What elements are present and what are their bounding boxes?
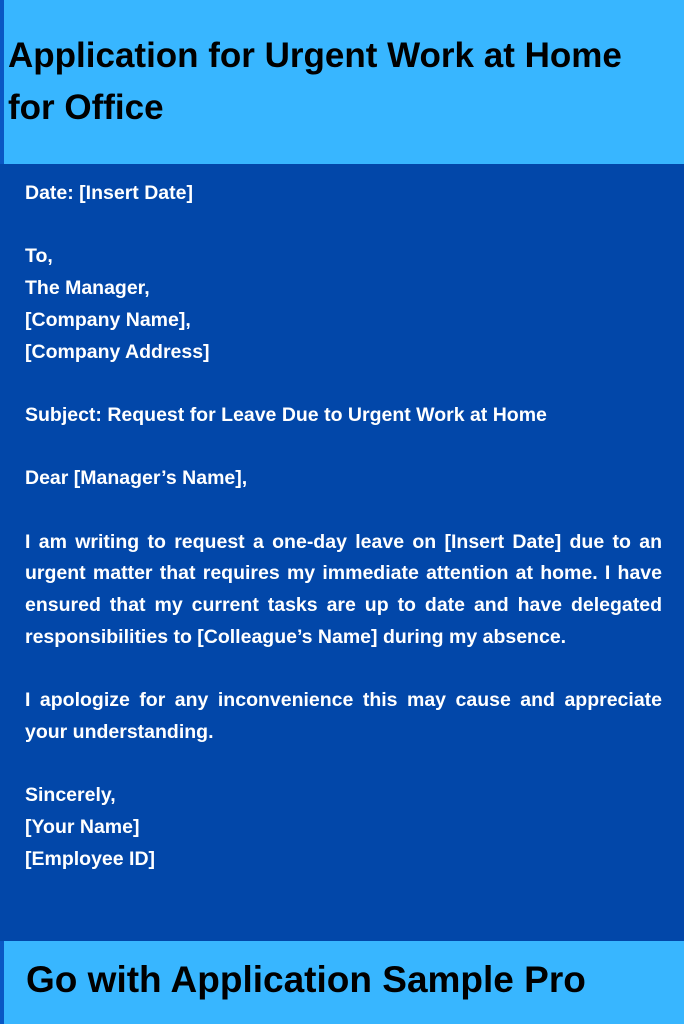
letter-sender-name: [Your Name] — [25, 815, 140, 838]
header-banner — [0, 0, 684, 164]
footer-brand-text: Go with Application Sample Pro — [26, 959, 586, 1000]
page-title: Application for Urgent Work at Home for Office — [8, 36, 622, 127]
letter-recipient: The Manager, — [25, 277, 150, 300]
spacer — [25, 210, 662, 242]
spacer — [25, 495, 662, 527]
letter-company-address: [Company Address] — [25, 340, 210, 363]
spacer — [25, 749, 662, 781]
letter-closing: Sincerely, — [25, 784, 116, 807]
spacer — [25, 653, 662, 685]
letter-to: To, — [25, 245, 53, 268]
letter-employee-id: [Employee ID] — [25, 847, 156, 870]
spacer — [25, 432, 662, 464]
letter-date: Date: [Insert Date] — [25, 182, 193, 204]
letter-company-name: [Company Name], — [25, 308, 191, 331]
spacer — [25, 368, 662, 400]
footer-banner — [0, 941, 684, 1024]
letter-salutation: Dear [Manager’s Name], — [25, 467, 248, 490]
letter-paragraph-1: I am writing to request a one-day leave on [Insert Date] due to an urgent matter that requires my immediate attention at home. I have ensured that my current tasks are up to date and have delegated responsibilities to [Colleague’s Name] during my absence. — [25, 530, 662, 648]
letter-subject: Subject: Request for Leave Due to Urgent Work at Home — [25, 403, 547, 426]
letter-paragraph-2: I apologize for any inconvenience this may cause and appreciate your understanding. — [25, 689, 662, 743]
letter-body — [25, 178, 662, 875]
